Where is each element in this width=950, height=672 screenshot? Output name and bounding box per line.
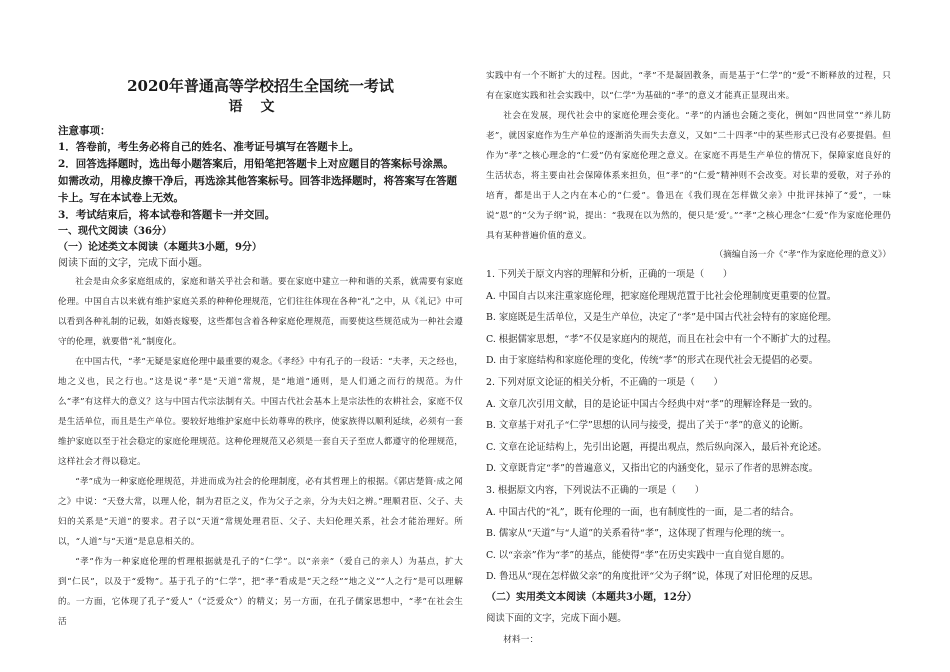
answer-option: D. 鲁迅从“现在怎样做父亲”的角度批评“父为子纲”说，体现了对旧伦理的反思。 [486,571,819,583]
notice-heading: 注意事项： [58,125,111,137]
left-column [58,66,463,632]
question-stem: 2. 下列对原文论证的相关分析，不正确的一项是（ ） [486,376,723,388]
question-stem: 3. 根据原文内容，下列说法不正确的一项是（ ） [486,484,705,496]
answer-option: A. 中国古代的“礼”，既有伦理的一面，也有制度性的一面，是二者的结合。 [486,506,799,518]
exam-title: 2020年普通高等学校招生全国统一考试 [127,77,394,95]
notice-item: 3．考试结束后，将本试卷和答题卡一并交回。 [58,209,276,221]
passage-paragraph: 实践中有一个不断扩大的过程。因此，“孝”不是凝固教条，而是基于“仁学”的“爱”不断释放的过程，只有在家庭实践和社会实践中，以“仁学”为基础的“孝”的意义才能真正显现出来。 [486,71,891,101]
answer-option: C. 文章在论证结构上，先引出论题，再提出观点，然后纵向深入，最后补充论述。 [486,441,827,453]
passage-paragraph: 在中国古代，“孝”无疑是家庭伦理中最重要的观念。《孝经》中有孔子的一段话：“夫孝，天之经也，地之义也，民之行也。”这是说“孝”是“天道”常规，是“地道”通则，是人们通之而行的规范。为什么“孝”有这样大的意义？这与中国古代宗法制有关。中国古代社会基本上是宗法性的农耕社会，家庭不仅是生活单位，而且是生产单位。要较好地维护家庭中长幼尊卑的秩序，使家族得以顺利延续，必须有一套维护家庭以至于社会稳定的家庭伦理规范。这种伦理规范又必须是一套自天子至庶人都遵守的伦理规范，这样社会才得以稳定。 [58,357,463,467]
answer-option: B. 儒家从“天道”与“人道”的关系看待“孝”，这体现了哲理与伦理的统一。 [486,528,791,540]
answer-option: B. 家庭既是生活单位，又是生产单位，决定了“孝”是中国古代社会特有的家庭伦理。 [486,312,837,324]
passage-paragraph: “孝”成为一种家庭伦理规范，并进而成为社会的伦理制度，必有其哲理上的根据。《郭店楚简·成之闻之》中说：“天登大常，以理人伦，制为君臣之义，作为父子之亲，分为夫妇之辨。”理顺君臣、父子、夫妇的关系是“天道”的要求。君子以“天道”常规处理君臣、父子、夫妇伦理关系，社会才能治理好。所以，“人道”与“天道”是息息相关的。 [58,477,463,547]
right-column [486,66,891,650]
reading-instruction: 阅读下面的文字，完成下面小题。 [58,258,208,269]
answer-option: A. 中国自古以来注重家庭伦理，把家庭伦理规范置于比社会伦理制度更重要的位置。 [486,290,837,302]
answer-option: D. 由于家庭结构和家庭伦理的变化，传统“孝”的形式在现代社会无提倡的必要。 [486,355,819,367]
answer-option: B. 文章基于对孔子“仁学”思想的认同与接受，提出了关于“孝”的意义的论断。 [486,420,809,432]
answer-option: C. 以“亲亲”作为“孝”的基点，能使得“孝”在历史实践中一直自觉自愿的。 [486,549,791,561]
part-title: （二）实用类文本阅读（本题共3小题，12分） [486,591,697,603]
section-title: 一、现代文阅读（36分） [58,226,172,237]
notice-item: 1．答卷前，考生务必将自己的姓名、准考证号填写在答题卡上。 [58,141,360,153]
exam-subject: 语文 [228,99,293,115]
question-stem: 1. 下列关于原文内容的理解和分析，正确的一项是（ ） [486,269,733,280]
passage-paragraph: 社会是由众多家庭组成的，家庭和谐关乎社会和谐。要在家庭中建立一种和谐的关系，就需要有家庭伦理。中国自古以来就有维护家庭关系的种种伦理规范，它们往往体现在各种“礼”之中，从《礼记》中可以看到各种礼制的记载，如婚丧嫁娶，这些都包含着各种家庭伦理规范，而要使这些规范成为一种社会遵守的伦理，就要借“礼”制度化。 [58,277,463,347]
passage-source: （摘编自汤一介《“孝”作为家庭伦理的意义》） [714,250,891,260]
answer-option: D. 文章既肯定“孝”的普遍意义，又指出它的内涵变化，显示了作者的思辨态度。 [486,463,819,475]
part-title: （一）论述类文本阅读（本题共3小题，9分） [58,242,262,253]
notice-item: 2．回答选择题时，选出每小题答案后，用铅笔把答题卡上对应题目的答案标号涂黑。如需改动，用橡皮擦干净后，再选涂其他答案标号。回答非选择题时，将答案写在答题卡上。写在本试卷上无效。 [58,158,457,204]
reading-instruction: 阅读下面的文字，完成下面小题。 [486,612,627,624]
passage-paragraph: “孝”作为一种家庭伦理的哲理根据就是孔子的“仁学”。以“亲亲”（爱自己的亲人）为基点，扩大到“仁民”，以及于“爱物”。基于孔子的“仁学”，把“孝”看成是“天之经”“地之义”“人之行”是可以理解的。一方面，它体现了孔子“爱人”（“泛爱众”）的精义；另一方面，在孔子儒家思想中，“孝”在社会生活 [58,557,463,627]
material-label: 材料一： [503,634,539,645]
passage-paragraph: 社会在发展，现代社会中的家庭伦理会变化。“孝”的内涵也会随之变化，例如“四世同堂”“养儿防老”，就因家庭作为生产单位的逐渐消失而失去意义，又如“二十四孝”中的某些形式已没有必要提倡。但作为“孝”之核心理念的“仁爱”仍有家庭伦理之意义。在家庭不再是生产单位的情况下，保障家庭良好的生活状态，将主要由社会保障体系来担负，但“孝”的“仁爱”精神则不会改变。对长辈的爱敬，对子孙的培育，都是出于人之内在本心的“仁爱”。鲁迅在《我们现在怎样做父亲》中批评抹掉了“爱”，一味说“恩”的“父为子纲”说，提出：“我现在以为然的，便只是‘爱’。”“孝”之核心理念“仁爱”作为家庭伦理仍具有某种普遍价值的意义。 [486,111,891,241]
answer-option: A. 文章几次引用文献，目的是论证中国古今经典中对“孝”的理解诠释是一致的。 [486,398,818,410]
answer-option: C. 根据儒家思想，“孝”不仅是家庭内的规范，而且在社会中有一个不断扩大的过程。 [486,333,837,345]
